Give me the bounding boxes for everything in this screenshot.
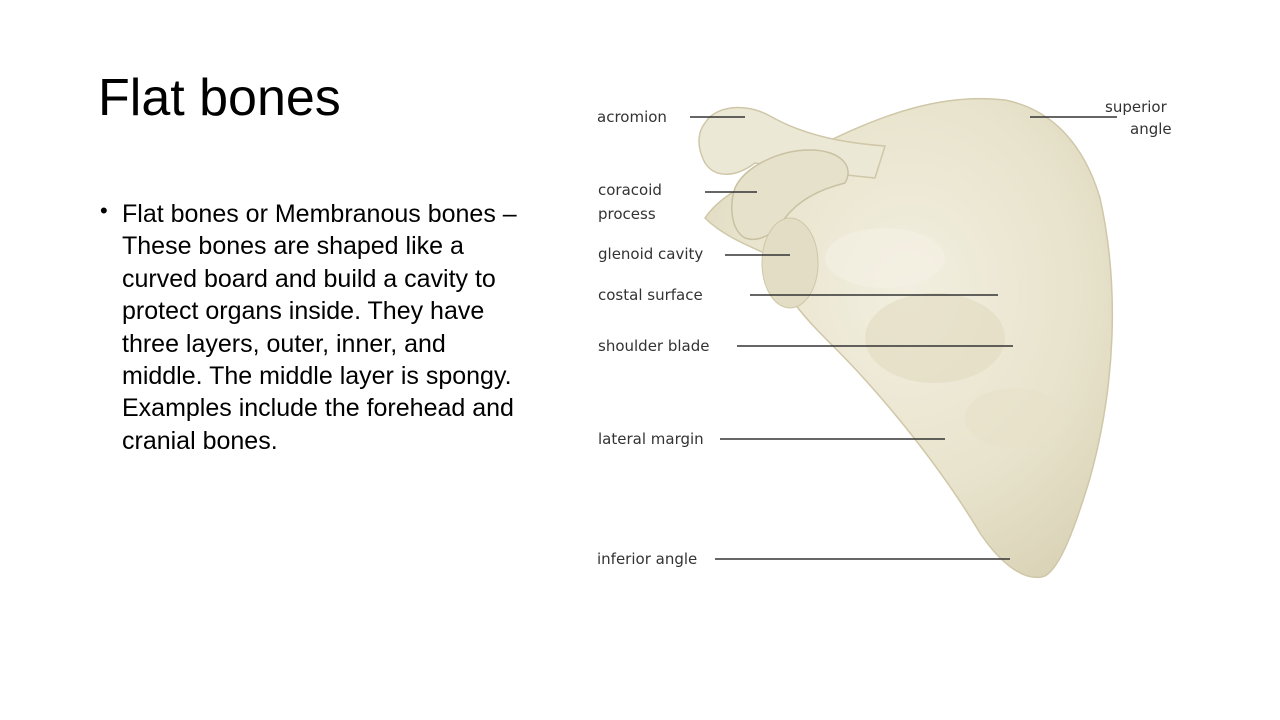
label-lateral-margin: lateral margin — [598, 430, 704, 448]
slide-title: Flat bones — [98, 69, 341, 127]
scapula-diagram — [585, 88, 1205, 598]
label-superior-line2: angle — [1130, 120, 1172, 138]
label-inferior-angle: inferior angle — [597, 550, 698, 568]
label-glenoid-cavity: glenoid cavity — [598, 245, 704, 263]
label-coracoid-line1: coracoid — [598, 181, 662, 199]
bullet-dot-icon: • — [100, 198, 108, 223]
label-coracoid-line2: process — [598, 205, 656, 223]
label-superior-line1: superior — [1105, 98, 1167, 116]
label-shoulder-blade: shoulder blade — [598, 337, 710, 355]
bullet-text: Flat bones or Membranous bones – These bones are shaped like a curved board and build a cavity to protect organs inside. They have three layers, outer, inner, and middle. The middle layer is spongy. Examples include the forehead and cranial bones. — [122, 200, 517, 455]
label-costal-surface: costal surface — [598, 286, 703, 304]
label-acromion: acromion — [597, 108, 667, 126]
bullet-item — [100, 198, 520, 457]
